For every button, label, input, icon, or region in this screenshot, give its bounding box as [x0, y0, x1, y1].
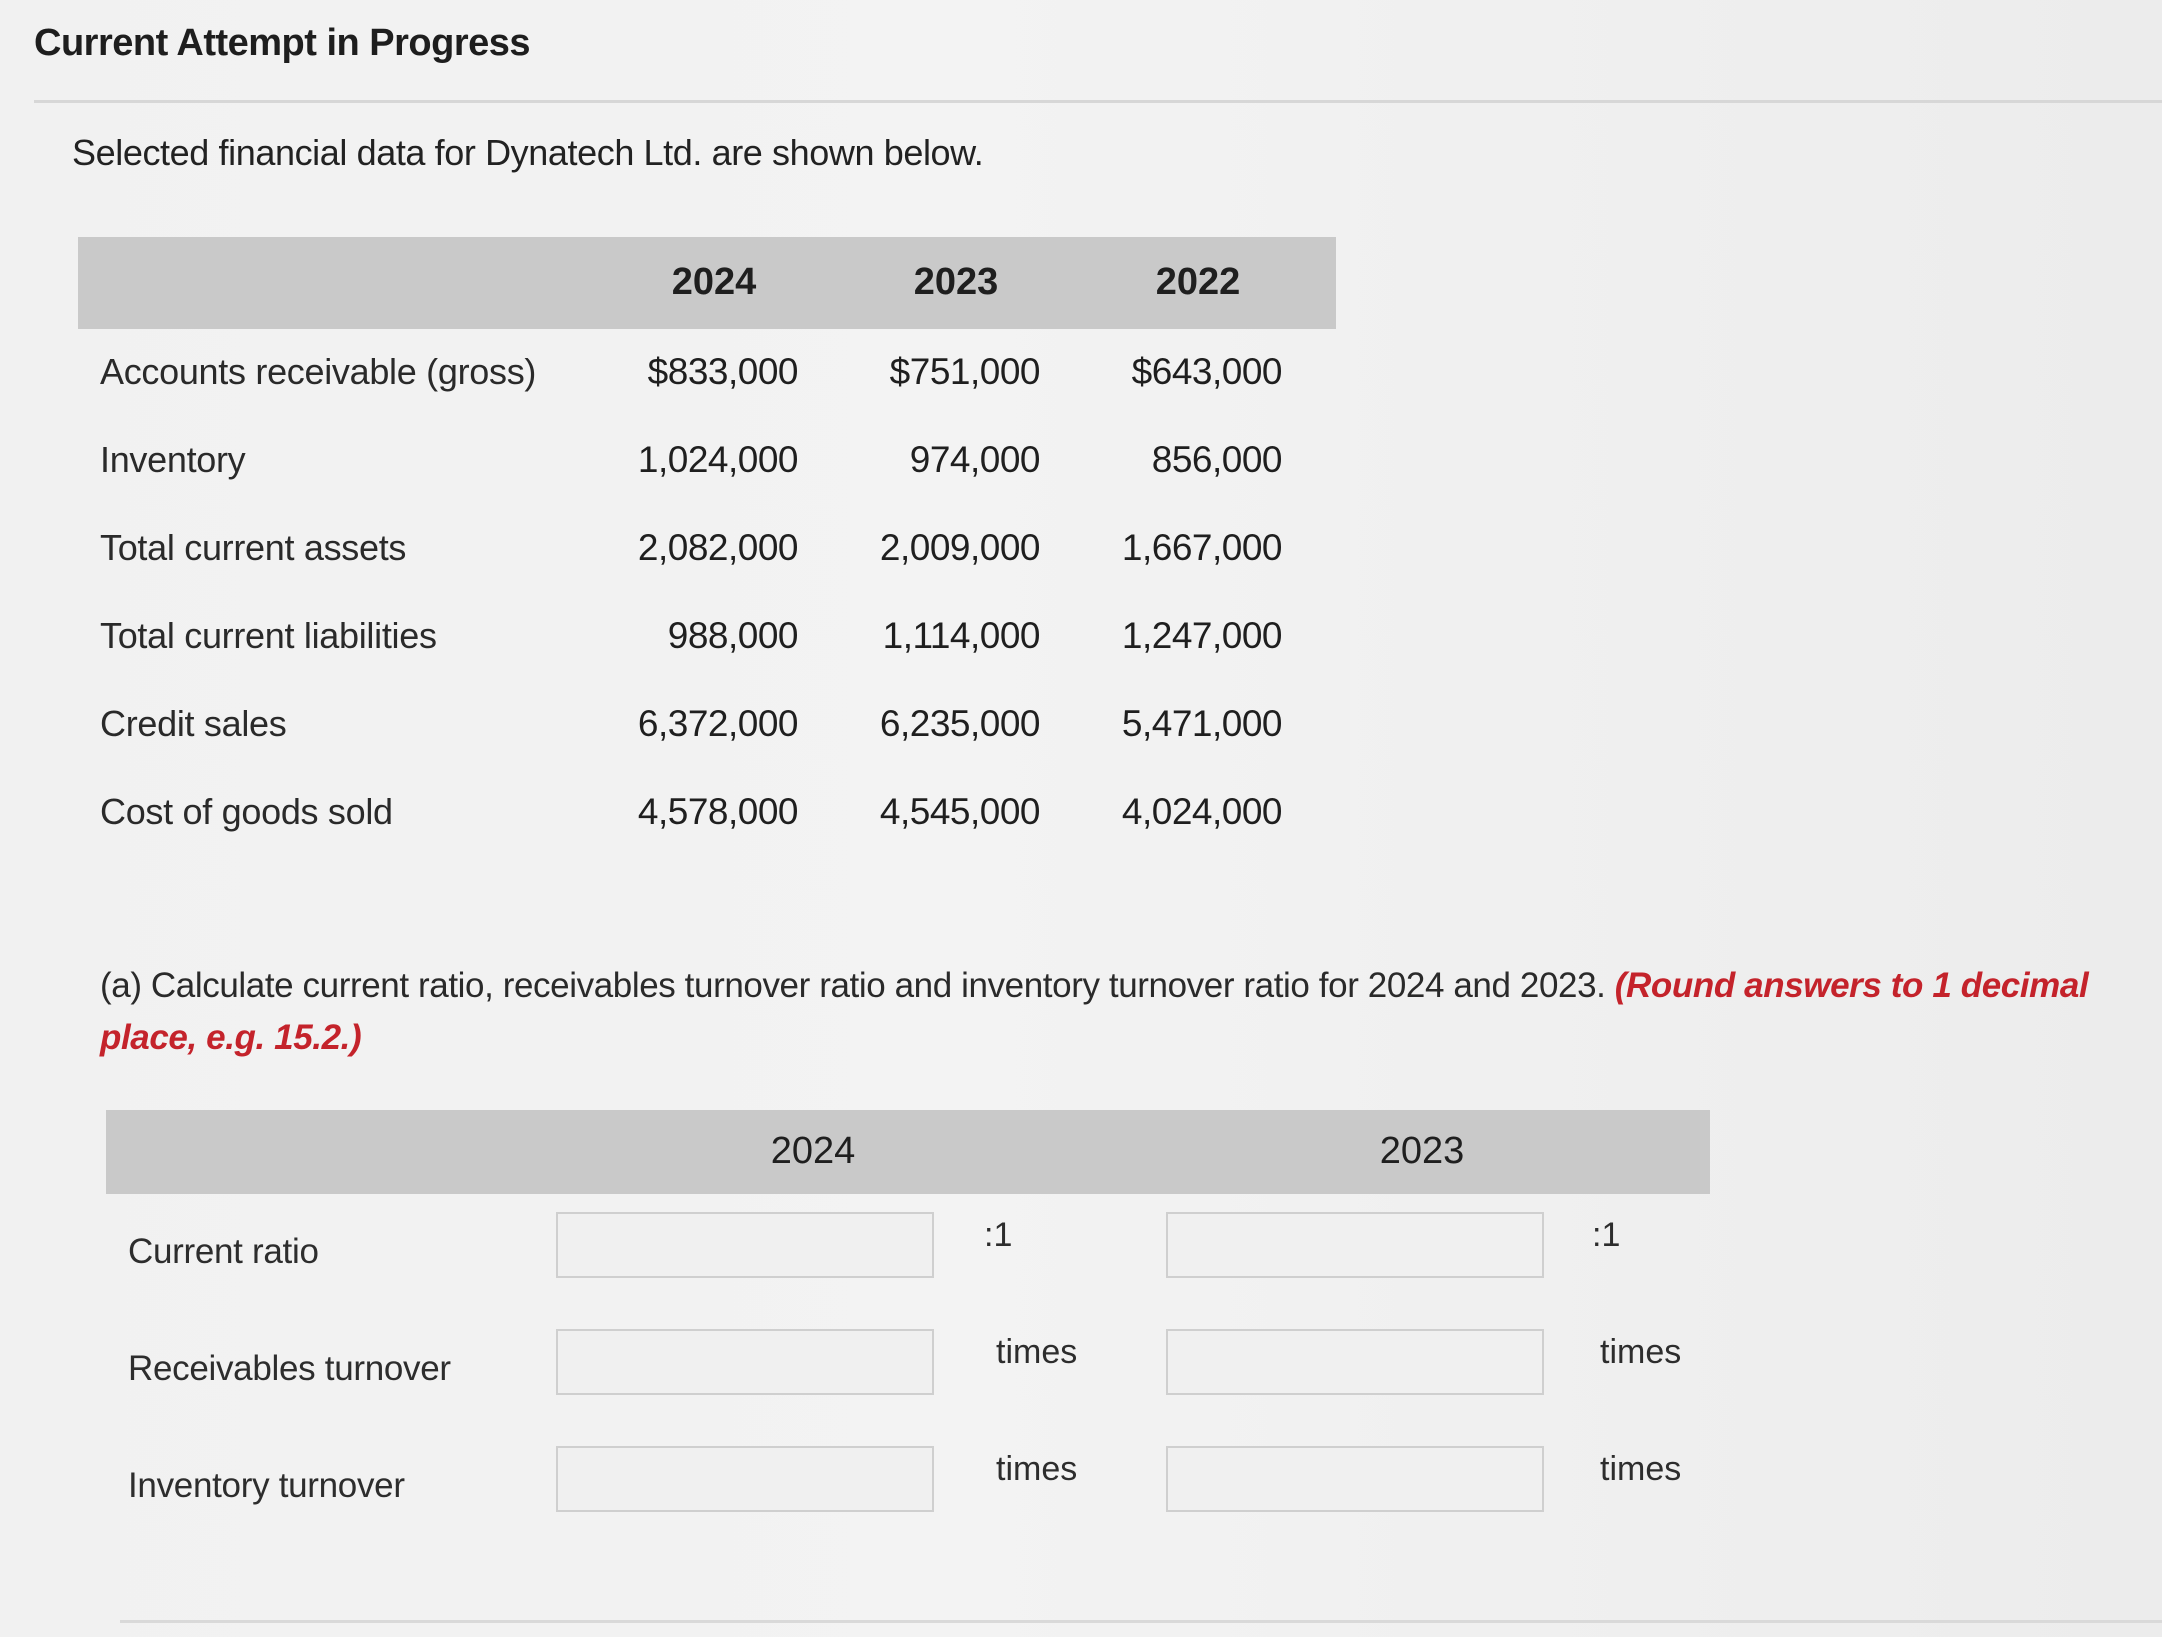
row-label: Credit sales	[100, 703, 287, 744]
cell-2022: 856,000	[1151, 439, 1282, 480]
unit-label: times	[1600, 1450, 1682, 1488]
unit-label: :1	[1592, 1216, 1621, 1254]
cell-2023: $751,000	[889, 351, 1040, 392]
cell-2024: 6,372,000	[637, 703, 798, 744]
question-text	[100, 960, 2160, 1064]
bottom-divider	[120, 1620, 2162, 1623]
table-row-inventory	[78, 417, 1336, 505]
cell-2023: 6,235,000	[879, 703, 1040, 744]
cell-2023: 974,000	[909, 439, 1040, 480]
unit-label: times	[996, 1450, 1078, 1488]
receivables-turnover-2024-input[interactable]	[556, 1329, 934, 1395]
table-row-accounts-receivable	[78, 329, 1336, 417]
page-heading: Current Attempt in Progress	[34, 22, 531, 64]
answer-row-current-ratio	[106, 1194, 1710, 1311]
inventory-turnover-2023-input[interactable]	[1166, 1446, 1544, 1512]
current-ratio-2024-input[interactable]	[556, 1212, 934, 1278]
answer-row-inventory-turnover	[106, 1428, 1710, 1545]
question-prompt: (a) Calculate current ratio, receivables turnover ratio and inventory turnover ratio for 2024 and 2023.	[100, 966, 1606, 1005]
cell-2023: 4,545,000	[879, 791, 1040, 832]
answer-row-label: Inventory turnover	[128, 1466, 405, 1505]
unit-label: :1	[984, 1216, 1013, 1254]
table-row-total-current-liabilities	[78, 593, 1336, 681]
row-label: Cost of goods sold	[100, 791, 393, 832]
answer-row-label: Current ratio	[128, 1232, 319, 1271]
column-header-2024: 2024	[671, 261, 757, 303]
cell-2023: 2,009,000	[879, 527, 1040, 568]
rounding-note: (Round answers to 1 decimal place, e.g. 15.2.)	[100, 966, 2089, 1057]
table-row-cost-of-goods-sold	[78, 769, 1336, 857]
intro-text: Selected financial data for Dynatech Ltd. are shown below.	[72, 132, 984, 173]
table-row-total-current-assets	[78, 505, 1336, 593]
column-header-2023: 2023	[913, 261, 999, 303]
receivables-turnover-2023-input[interactable]	[1166, 1329, 1544, 1395]
cell-2024: 1,024,000	[637, 439, 798, 480]
answer-row-label: Receivables turnover	[128, 1349, 451, 1388]
cell-2022: 4,024,000	[1121, 791, 1282, 832]
answer-table-header	[106, 1110, 1710, 1194]
cell-2024: 988,000	[667, 615, 798, 656]
table-row-credit-sales	[78, 681, 1336, 769]
financial-data-table	[78, 237, 1336, 857]
financial-table-header	[78, 237, 1336, 329]
answer-column-header-2023: 2023	[1379, 1130, 1465, 1172]
answer-table	[106, 1110, 1710, 1545]
heading-divider	[34, 100, 2162, 103]
cell-2022: $643,000	[1131, 351, 1282, 392]
row-label: Total current assets	[100, 527, 407, 568]
row-label: Total current liabilities	[100, 615, 437, 656]
answer-column-header-2024: 2024	[770, 1130, 856, 1172]
cell-2022: 5,471,000	[1121, 703, 1282, 744]
cell-2024: $833,000	[647, 351, 798, 392]
cell-2022: 1,667,000	[1121, 527, 1282, 568]
row-label: Inventory	[100, 439, 246, 480]
cell-2023: 1,114,000	[882, 615, 1040, 656]
answer-row-receivables-turnover	[106, 1311, 1710, 1428]
unit-label: times	[996, 1333, 1078, 1371]
current-ratio-2023-input[interactable]	[1166, 1212, 1544, 1278]
cell-2022: 1,247,000	[1121, 615, 1282, 656]
unit-label: times	[1600, 1333, 1682, 1371]
row-label: Accounts receivable (gross)	[100, 351, 537, 392]
cell-2024: 4,578,000	[637, 791, 798, 832]
column-header-2022: 2022	[1155, 261, 1241, 303]
inventory-turnover-2024-input[interactable]	[556, 1446, 934, 1512]
cell-2024: 2,082,000	[637, 527, 798, 568]
